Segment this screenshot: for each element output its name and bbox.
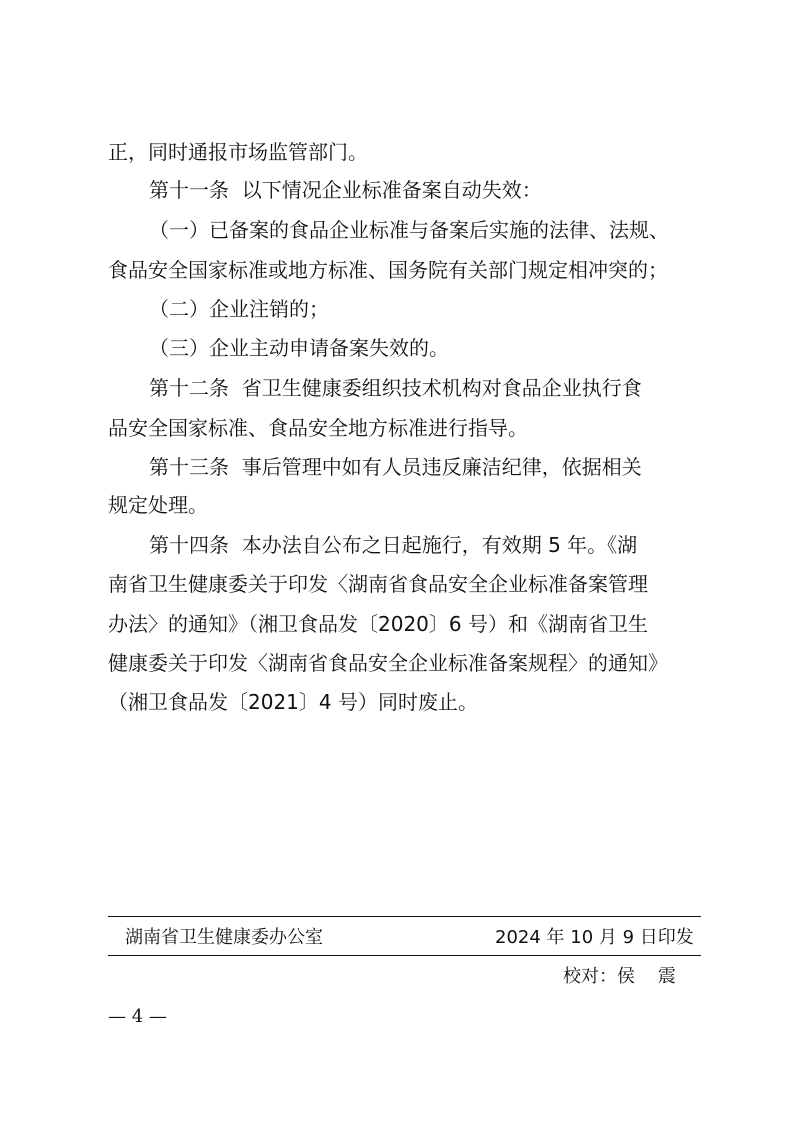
body-line: （一）已备案的食品企业标准与备案后实施的法律、法规、 bbox=[149, 218, 669, 242]
body-line: （湘卫食品发〔2021〕4 号）同时废止。 bbox=[108, 690, 478, 714]
article-11-heading: 第十一条 以下情况企业标准备案自动失效： bbox=[149, 178, 542, 202]
issuing-office: 湖南省卫生健康委办公室 bbox=[125, 927, 323, 948]
body-line: （二）企业注销的； bbox=[149, 297, 329, 321]
footer-top-rule bbox=[108, 916, 701, 917]
body-line: 南省卫生健康委关于印发〈湖南省食品安全企业标准备案管理 bbox=[108, 572, 648, 596]
body-line: 品安全国家标准、食品安全地方标准进行指导。 bbox=[108, 416, 528, 440]
body-line: 正，同时通报市场监管部门。 bbox=[108, 140, 368, 164]
article-13-heading: 第十三条 事后管理中如有人员违反廉洁纪律，依据相关 bbox=[149, 455, 642, 479]
proofreader: 校对：侯 震 bbox=[563, 966, 676, 987]
body-line: 办法〉的通知》（湘卫食品发〔2020〕6 号）和《湖南省卫生 bbox=[108, 612, 648, 636]
body-line: 健康委关于印发〈湖南省食品安全企业标准备案规程〉的通知》 bbox=[108, 651, 668, 675]
body-line: 食品安全国家标准或地方标准、国务院有关部门规定相冲突的； bbox=[108, 258, 668, 282]
body-line: 规定处理。 bbox=[108, 493, 208, 517]
footer-bottom-rule bbox=[108, 955, 701, 956]
issue-date: 2024 年 10 月 9 日印发 bbox=[495, 927, 694, 948]
article-14-heading: 第十四条 本办法自公布之日起施行，有效期 5 年。《湖 bbox=[149, 533, 638, 557]
article-12-heading: 第十二条 省卫生健康委组织技术机构对食品企业执行食 bbox=[149, 376, 642, 400]
body-line: （三）企业主动申请备案失效的。 bbox=[149, 336, 449, 360]
page-number: — 4 — bbox=[108, 1006, 167, 1027]
